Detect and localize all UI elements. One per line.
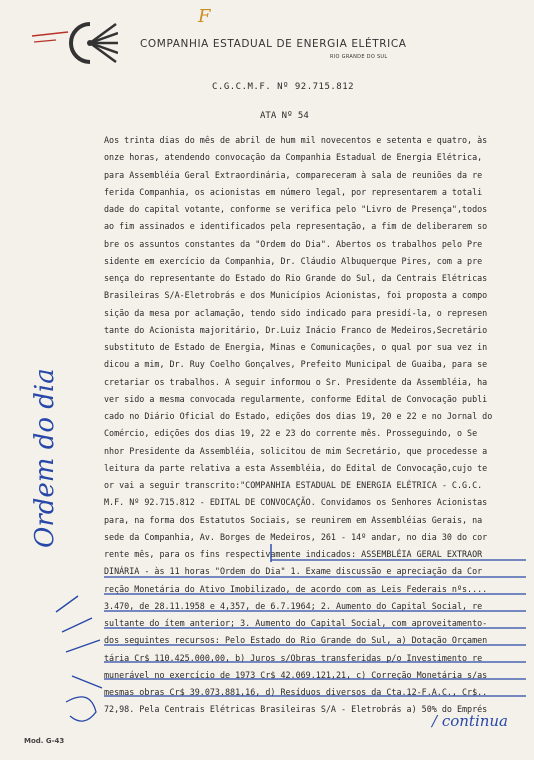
body-line: or vai a seguir transcrito:"COMPANHIA ESTADUAL DE ENERGIA ELÉTRICA - C.G.C. xyxy=(104,480,483,490)
body-line: Brasileiras S/A-Eletrobrás e dos Municípios Acionistas, foi proposta a compo xyxy=(104,290,488,301)
minutes-number: ATA Nº 54 xyxy=(260,111,309,121)
body-line: cado no Diário Oficial do Estado, edições dos dias 19, 20 e 22 e no Jornal do xyxy=(104,411,493,421)
body-line: ferida Companhia, os acionistas em número legal, por representarem a totali xyxy=(104,186,483,197)
body-line: sultante do ítem anterior; 3. Aumento do Capital Social, com aproveitamento- xyxy=(104,618,488,628)
body-line: DINÁRIA - às 11 horas "Ordem do Dia" 1. Exame discussão e apreciação da Cor xyxy=(104,566,483,577)
body-line: 72,98. Pela Centrais Elétricas Brasileiras S/A - Eletrobrás a) 50% do Emprés xyxy=(104,704,488,715)
company-name: COMPANHIA ESTADUAL DE ENERGIA ELÉTRICA xyxy=(140,38,407,50)
handwritten-margin-note: Ordem do dia xyxy=(30,368,60,548)
body-line: sidente em exercício da Companhia, Dr. Cláudio Albuquerque Pires, com a pre xyxy=(104,255,483,266)
body-line: tante do Acionista majoritário, Dr.Luiz Inácio Franco de Medeiros,Secretário xyxy=(104,324,488,335)
body-line: Aos trinta dias do mês de abril de hum mil novecentos e setenta e quatro, às xyxy=(104,135,488,145)
body-line: leitura da parte relativa a esta Assembléia, do Edital de Convocação,cujo te xyxy=(104,462,488,473)
body-line: dade do capital votante, conforme se verifica pelo "Livro de Presença",todos xyxy=(104,204,488,214)
body-line: rente mês, para os fins respectivamente indicados: ASSEMBLÉIA GERAL EXTRAOR xyxy=(104,549,483,559)
cgcmf-number: C.G.C.M.F. Nº 92.715.812 xyxy=(212,82,355,92)
company-region: RIO GRANDE DO SUL xyxy=(330,54,388,60)
body-line: substituto de Estado de Energia, Minas e Comunicações, o qual por sua vez in xyxy=(104,342,488,352)
body-line: sição da mesa por aclamação, tendo sido indicado para presidí-la, o represen xyxy=(104,307,488,318)
body-line: cretariar os trabalhos. A seguir informou o Sr. Presidente da Assembléia, ha xyxy=(104,376,488,387)
body-line: bre os assuntos constantes da "Ordem do Dia". Abertos os trabalhos pelo Pre xyxy=(104,238,483,249)
body-line: ver sido a mesma convocada regularmente, conforme Edital de Convocação publi xyxy=(104,393,488,404)
body-line: reção Monetária do Ativo Imobilizado, de acordo com as Leis Federais nºs.... xyxy=(104,583,488,594)
body-line: sença do representante do Estado do Rio Grande do Sul, da Centrais Elétricas xyxy=(104,273,488,283)
body-line: dicou a mim, Dr. Ruy Coelho Gonçalves, Prefeito Municipal de Guaiba, para se xyxy=(104,359,488,370)
body-line: 3.470, de 28.11.1958 e 4,357, de 6.7.1964; 2. Aumento do Capital Social, re xyxy=(104,600,483,611)
handwritten-continua: / continua xyxy=(432,712,509,730)
body-line: para, na forma dos Estatutos Sociais, se reunirem em Assembléias Gerais, na xyxy=(104,514,483,525)
body-line: ao fim assinados e identificados pela representação, a fim de deliberarem so xyxy=(104,221,488,232)
body-line: nhor Presidente da Assembléia, solicitou de mim Secretário, que procedesse a xyxy=(104,445,488,456)
body-line: munerável no exercício de 1973 Cr$ 42.069.121,21, c) Correção Monetária s/as xyxy=(104,669,488,680)
body-line: M.F. Nº 92.715.812 - EDITAL DE CONVOCAÇÃO. Convidamos os Senhores Acionistas xyxy=(104,497,488,508)
handwritten-corner-mark: F xyxy=(198,6,211,27)
body-line: mesmas obras Cr$ 39.073.881,16, d) Resíduos diversos da Cta.12-F.A.C., Cr$.. xyxy=(104,687,488,697)
body-line: Comércio, edições dos dias 19, 22 e 23 do corrente mês. Prosseguindo, o Se xyxy=(104,428,478,439)
body-line: onze horas, atendendo convocação da Companhia Estadual de Energia Elétrica, xyxy=(104,152,483,163)
body-line: tária Cr$ 110.425.000,00, b) Juros s/Obras transferidas p/o Investimento re xyxy=(104,652,483,663)
body-line: para Assembléia Geral Extraordinária, compareceram à sala de reuniões da re xyxy=(104,169,483,180)
form-code: Mod. G-43 xyxy=(24,737,65,745)
body-line: sede da Companhia, Av. Borges de Medeiros, 261 - 14º andar, no dia 30 do cor xyxy=(104,531,488,542)
body-line: dos seguintes recursos: Pelo Estado do Rio Grande do Sul, a) Dotação Orçamen xyxy=(104,635,488,646)
